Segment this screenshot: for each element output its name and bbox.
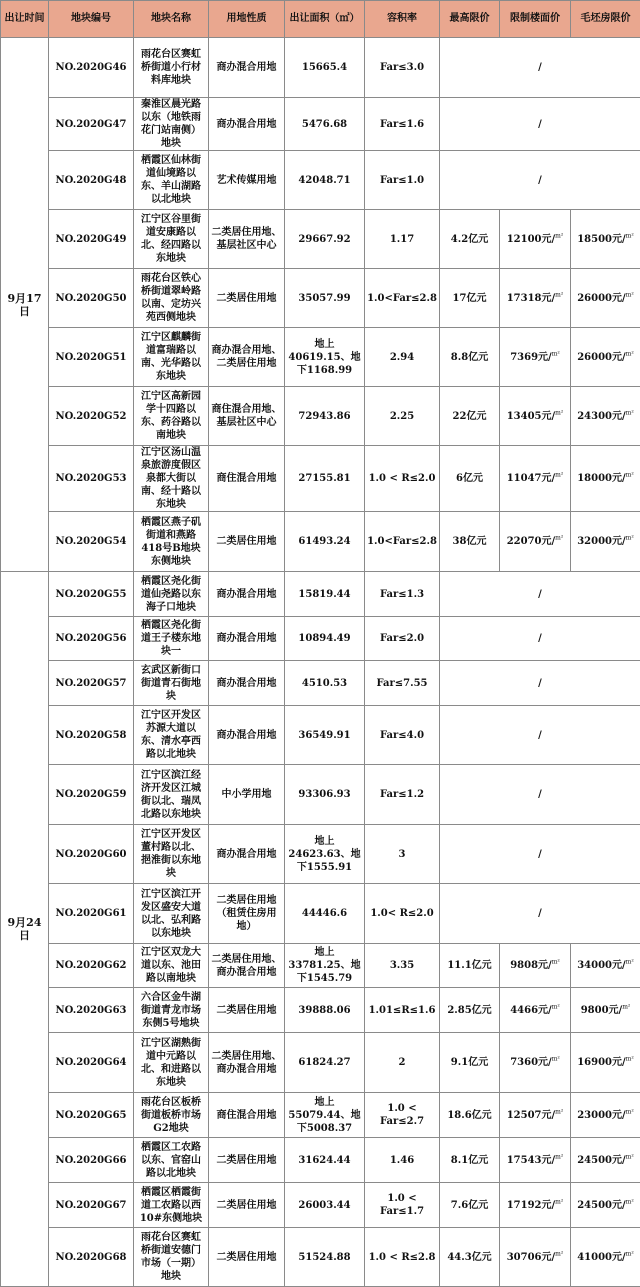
unit-superscript: m² <box>555 291 564 299</box>
price-value: 7369元/ <box>510 351 552 363</box>
land-use: 商办混合用地 <box>209 661 285 706</box>
floor-price <box>500 1228 571 1287</box>
area-value: 29667.92 <box>285 210 365 269</box>
area-value: 31624.44 <box>285 1138 365 1183</box>
land-use: 二类居住用地、商办混合用地 <box>209 944 285 988</box>
plot-name: 雨花台区铁心桥街道翠岭路以南、定坊兴苑西侧地块 <box>134 269 209 328</box>
far-value: Far≤1.3 <box>365 572 440 617</box>
land-use: 二类居住用地、基层社区中心 <box>209 210 285 269</box>
land-use: 商办混合用地 <box>209 706 285 765</box>
max-price: 8.8亿元 <box>440 328 500 387</box>
price-value: 22070元/ <box>506 536 556 547</box>
floor-price <box>500 944 571 988</box>
table-row <box>1 1033 640 1093</box>
far-value: 1.0 < Far≤2.7 <box>365 1093 440 1138</box>
unit-superscript: m² <box>625 409 634 417</box>
land-use: 二类居住用地 <box>209 269 285 328</box>
plot-code: NO.2020G65 <box>49 1093 134 1138</box>
price-value: 18000元/ <box>577 473 626 484</box>
plot-code: NO.2020G48 <box>49 151 134 210</box>
price-value: 23000元/ <box>577 1109 626 1121</box>
far-value: 1.01≤R≤1.6 <box>365 988 440 1033</box>
far-value: Far≤2.0 <box>365 617 440 661</box>
far-value: Far≤1.2 <box>365 765 440 825</box>
table-row <box>1 765 640 825</box>
table-row <box>1 1183 640 1228</box>
price-value: 34000元/ <box>577 960 626 971</box>
plot-code: NO.2020G55 <box>49 572 134 617</box>
price-value: 12507元/ <box>506 1109 556 1121</box>
plot-code: NO.2020G57 <box>49 661 134 706</box>
plot-name: 江宁区汤山温泉旅游度假区泉都大街以南、经十路以东地块 <box>134 446 209 512</box>
max-price: 6亿元 <box>440 446 500 512</box>
land-use: 商办混合用地 <box>209 98 285 151</box>
area-value: 51524.88 <box>285 1228 365 1287</box>
land-use: 二类居住用地 <box>209 988 285 1033</box>
date-cell: 9月17日 <box>1 38 49 572</box>
plot-name: 江宁区开发区苏源大道以东、清水亭西路以北地块 <box>134 706 209 765</box>
unit-superscript: m² <box>625 1198 634 1206</box>
table-row <box>1 328 640 387</box>
price-value: 41000元/ <box>577 1251 626 1263</box>
unit-superscript: m² <box>555 232 564 240</box>
unit-superscript: m² <box>625 958 634 966</box>
far-value: Far≤7.55 <box>365 661 440 706</box>
far-value: 1.0 < R≤2.0 <box>365 446 440 512</box>
unit-superscript: m² <box>551 1003 560 1011</box>
plot-name: 江宁区湖熟街道中元路以北、和进路以东地块 <box>134 1033 209 1093</box>
price-value: 26000元/ <box>577 351 626 363</box>
no-price-cell: / <box>440 617 640 661</box>
price-value: 18500元/ <box>577 233 626 245</box>
table-row <box>1 269 640 328</box>
plot-code: NO.2020G46 <box>49 38 134 98</box>
house-price <box>571 387 640 446</box>
area-value: 5476.68 <box>285 98 365 151</box>
land-use: 商住混合用地 <box>209 446 285 512</box>
price-value: 26000元/ <box>577 292 626 304</box>
price-value: 24500元/ <box>577 1199 626 1211</box>
plot-code: NO.2020G61 <box>49 884 134 944</box>
unit-superscript: m² <box>555 534 564 542</box>
unit-superscript: m² <box>551 958 560 966</box>
area-value: 39888.06 <box>285 988 365 1033</box>
land-use: 艺术传媒用地 <box>209 151 285 210</box>
unit-superscript: m² <box>551 350 560 358</box>
unit-superscript: m² <box>625 291 634 299</box>
plot-code: NO.2020G68 <box>49 1228 134 1287</box>
plot-code: NO.2020G67 <box>49 1183 134 1228</box>
plot-name: 栖霞区栖霞街道工农路以西10#东侧地块 <box>134 1183 209 1228</box>
far-value: Far≤1.0 <box>365 151 440 210</box>
far-value: 1.0< R≤2.0 <box>365 884 440 944</box>
max-price: 22亿元 <box>440 387 500 446</box>
area-value: 15819.44 <box>285 572 365 617</box>
unit-superscript: m² <box>555 409 564 417</box>
table-row <box>1 1093 640 1138</box>
table-row <box>1 988 640 1033</box>
land-use: 二类居住用地 <box>209 1138 285 1183</box>
land-use: 中小学用地 <box>209 765 285 825</box>
far-value: 1.46 <box>365 1138 440 1183</box>
table-row <box>1 884 640 944</box>
plot-name: 栖霞区仙林街道仙境路以东、羊山湖路以北地块 <box>134 151 209 210</box>
area-value: 93306.93 <box>285 765 365 825</box>
plot-code: NO.2020G60 <box>49 825 134 884</box>
floor-price <box>500 328 571 387</box>
no-price-cell: / <box>440 98 640 151</box>
unit-superscript: m² <box>551 1055 560 1063</box>
area-value: 44446.6 <box>285 884 365 944</box>
land-use: 商办混合用地 <box>209 38 285 98</box>
floor-price <box>500 1138 571 1183</box>
plot-name: 秦淮区晨光路以东（地铁雨花门站南侧）地块 <box>134 98 209 151</box>
area-value: 61824.27 <box>285 1033 365 1093</box>
plot-name: 雨花台区赛虹桥街道小行材料库地块 <box>134 38 209 98</box>
plot-name: 栖霞区尧化街道王子楼东地块一 <box>134 617 209 661</box>
no-price-cell: / <box>440 765 640 825</box>
far-value: 1.0<Far≤2.8 <box>365 512 440 572</box>
date-cell: 9月24日 <box>1 572 49 1287</box>
land-use: 二类居住用地（租赁住房用地） <box>209 884 285 944</box>
table-row <box>1 387 640 446</box>
max-price: 8.1亿元 <box>440 1138 500 1183</box>
house-price <box>571 446 640 512</box>
floor-price <box>500 269 571 328</box>
land-use: 二类居住用地、商办混合用地 <box>209 1033 285 1093</box>
far-value: 3.35 <box>365 944 440 988</box>
far-value: 3 <box>365 825 440 884</box>
no-price-cell: / <box>440 884 640 944</box>
land-use: 商住混合用地 <box>209 1093 285 1138</box>
house-price <box>571 944 640 988</box>
land-use: 商办混合用地 <box>209 572 285 617</box>
plot-name: 雨花台区板桥街道板桥市场G2地块 <box>134 1093 209 1138</box>
area-value: 35057.99 <box>285 269 365 328</box>
far-value: 1.0<Far≤2.8 <box>365 269 440 328</box>
header-row <box>1 1 640 38</box>
max-price: 18.6亿元 <box>440 1093 500 1138</box>
plot-code: NO.2020G49 <box>49 210 134 269</box>
price-value: 17318元/ <box>506 292 556 304</box>
far-value: 2.25 <box>365 387 440 446</box>
table-row <box>1 572 640 617</box>
price-value: 11047元/ <box>506 473 556 484</box>
header-code: 地块编号 <box>49 1 134 38</box>
table-row <box>1 98 640 151</box>
land-use: 二类居住用地 <box>209 512 285 572</box>
house-price <box>571 1183 640 1228</box>
price-value: 7360元/ <box>510 1057 552 1068</box>
table-row <box>1 210 640 269</box>
plot-code: NO.2020G50 <box>49 269 134 328</box>
price-value: 16900元/ <box>577 1057 626 1068</box>
floor-price <box>500 387 571 446</box>
table-row <box>1 617 640 661</box>
unit-superscript: m² <box>555 1108 564 1116</box>
price-value: 13405元/ <box>506 410 556 422</box>
house-price <box>571 512 640 572</box>
price-value: 4466元/ <box>510 1004 552 1016</box>
price-value: 9800元/ <box>580 1004 623 1016</box>
far-value: 2 <box>365 1033 440 1093</box>
max-price: 4.2亿元 <box>440 210 500 269</box>
land-use: 二类居住用地 <box>209 1183 285 1228</box>
plot-name: 栖霞区燕子矶街道和燕路418号B地块东侧地块 <box>134 512 209 572</box>
unit-superscript: m² <box>625 1153 634 1161</box>
plot-name: 江宁区谷里街道安康路以北、经四路以东地块 <box>134 210 209 269</box>
price-value: 32000元/ <box>577 536 626 547</box>
no-price-cell: / <box>440 661 640 706</box>
plot-name: 江宁区双龙大道以东、池田路以南地块 <box>134 944 209 988</box>
table-row <box>1 825 640 884</box>
unit-superscript: m² <box>625 471 634 479</box>
plot-name: 江宁区麒麟街道富瑞路以南、光华路以东地块 <box>134 328 209 387</box>
plot-name: 江宁区滨江开发区盛安大道以北、弘利路以东地块 <box>134 884 209 944</box>
land-use: 商办混合用地 <box>209 617 285 661</box>
unit-superscript: m² <box>625 232 634 240</box>
table-row <box>1 706 640 765</box>
header-date: 出让时间 <box>1 1 49 38</box>
header-house-price: 毛坯房限价 <box>571 1 640 38</box>
area-value: 地上24623.63、地下1555.91 <box>285 825 365 884</box>
plot-code: NO.2020G59 <box>49 765 134 825</box>
table-row <box>1 944 640 988</box>
area-value: 27155.81 <box>285 446 365 512</box>
far-value: Far≤4.0 <box>365 706 440 765</box>
floor-price <box>500 1033 571 1093</box>
plot-code: NO.2020G62 <box>49 944 134 988</box>
unit-superscript: m² <box>625 534 634 542</box>
area-value: 15665.4 <box>285 38 365 98</box>
table-row <box>1 1138 640 1183</box>
house-price <box>571 988 640 1033</box>
unit-superscript: m² <box>555 1250 564 1258</box>
header-use: 用地性质 <box>209 1 285 38</box>
max-price: 11.1亿元 <box>440 944 500 988</box>
land-use: 二类居住用地 <box>209 1228 285 1287</box>
plot-code: NO.2020G53 <box>49 446 134 512</box>
plot-name: 江宁区开发区董村路以北、挹淮街以东地块 <box>134 825 209 884</box>
floor-price <box>500 210 571 269</box>
max-price: 17亿元 <box>440 269 500 328</box>
house-price <box>571 1093 640 1138</box>
area-value: 地上33781.25、地下1545.79 <box>285 944 365 988</box>
area-value: 10894.49 <box>285 617 365 661</box>
unit-superscript: m² <box>555 1198 564 1206</box>
area-value: 36549.91 <box>285 706 365 765</box>
price-value: 24300元/ <box>577 410 626 422</box>
max-price: 7.6亿元 <box>440 1183 500 1228</box>
far-value: 1.0 < R≤2.8 <box>365 1228 440 1287</box>
unit-superscript: m² <box>625 1055 634 1063</box>
table-row <box>1 446 640 512</box>
no-price-cell: / <box>440 572 640 617</box>
price-value: 24500元/ <box>577 1154 626 1166</box>
price-value: 9808元/ <box>510 960 552 971</box>
unit-superscript: m² <box>622 1003 631 1011</box>
floor-price <box>500 1093 571 1138</box>
plot-name: 雨花台区赛虹桥街道安德门市场（一期）地块 <box>134 1228 209 1287</box>
plot-name: 六合区金牛湖街道青龙市场东侧5号地块 <box>134 988 209 1033</box>
plot-name: 玄武区新街口街道青石街地块 <box>134 661 209 706</box>
plot-code: NO.2020G52 <box>49 387 134 446</box>
floor-price <box>500 512 571 572</box>
plot-name: 栖霞区尧化街道仙尧路以东海子口地块 <box>134 572 209 617</box>
no-price-cell: / <box>440 151 640 210</box>
header-max-price: 最高限价 <box>440 1 500 38</box>
land-use: 商住混合用地、基层社区中心 <box>209 387 285 446</box>
table-row <box>1 661 640 706</box>
far-value: 1.0 < Far≤1.7 <box>365 1183 440 1228</box>
far-value: Far≤3.0 <box>365 38 440 98</box>
plot-code: NO.2020G54 <box>49 512 134 572</box>
header-name: 地块名称 <box>134 1 209 38</box>
house-price <box>571 269 640 328</box>
header-far: 容积率 <box>365 1 440 38</box>
house-price <box>571 1138 640 1183</box>
plot-name: 江宁区高新园学十四路以东、药谷路以南地块 <box>134 387 209 446</box>
far-value: 1.17 <box>365 210 440 269</box>
price-value: 17543元/ <box>506 1154 556 1166</box>
no-price-cell: / <box>440 706 640 765</box>
area-value: 地上55079.44、地下5008.37 <box>285 1093 365 1138</box>
table-row <box>1 38 640 98</box>
area-value: 42048.71 <box>285 151 365 210</box>
no-price-cell: / <box>440 38 640 98</box>
floor-price <box>500 1183 571 1228</box>
table-row <box>1 151 640 210</box>
plot-code: NO.2020G51 <box>49 328 134 387</box>
house-price <box>571 1228 640 1287</box>
floor-price <box>500 446 571 512</box>
area-value: 61493.24 <box>285 512 365 572</box>
plot-code: NO.2020G47 <box>49 98 134 151</box>
price-value: 30706元/ <box>506 1251 556 1263</box>
plot-name: 江宁区滨江经济开发区江城街以北、瑞凤北路以东地块 <box>134 765 209 825</box>
area-value: 4510.53 <box>285 661 365 706</box>
header-area: 出让面积（㎡） <box>285 1 365 38</box>
plot-name: 栖霞区工农路以东、官窑山路以北地块 <box>134 1138 209 1183</box>
plot-code: NO.2020G63 <box>49 988 134 1033</box>
table-row <box>1 512 640 572</box>
max-price: 9.1亿元 <box>440 1033 500 1093</box>
far-value: 2.94 <box>365 328 440 387</box>
price-value: 12100元/ <box>506 233 556 245</box>
land-use: 商办混合用地、二类居住用地 <box>209 328 285 387</box>
no-price-cell: / <box>440 825 640 884</box>
max-price: 2.85亿元 <box>440 988 500 1033</box>
plot-code: NO.2020G66 <box>49 1138 134 1183</box>
header-floor-price: 限制楼面价 <box>500 1 571 38</box>
far-value: Far≤1.6 <box>365 98 440 151</box>
land-use: 商办混合用地 <box>209 825 285 884</box>
unit-superscript: m² <box>625 1108 634 1116</box>
plot-code: NO.2020G56 <box>49 617 134 661</box>
plot-code: NO.2020G58 <box>49 706 134 765</box>
area-value: 26003.44 <box>285 1183 365 1228</box>
house-price <box>571 328 640 387</box>
floor-price <box>500 988 571 1033</box>
area-value: 地上40619.15、地下1168.99 <box>285 328 365 387</box>
unit-superscript: m² <box>555 471 564 479</box>
max-price: 38亿元 <box>440 512 500 572</box>
unit-superscript: m² <box>625 350 634 358</box>
table-body <box>1 38 640 1287</box>
unit-superscript: m² <box>625 1250 634 1258</box>
table-row <box>1 1228 640 1287</box>
house-price <box>571 1033 640 1093</box>
price-value: 17192元/ <box>506 1199 556 1211</box>
house-price <box>571 210 640 269</box>
plot-code: NO.2020G64 <box>49 1033 134 1093</box>
max-price: 44.3亿元 <box>440 1228 500 1287</box>
unit-superscript: m² <box>555 1153 564 1161</box>
area-value: 72943.86 <box>285 387 365 446</box>
